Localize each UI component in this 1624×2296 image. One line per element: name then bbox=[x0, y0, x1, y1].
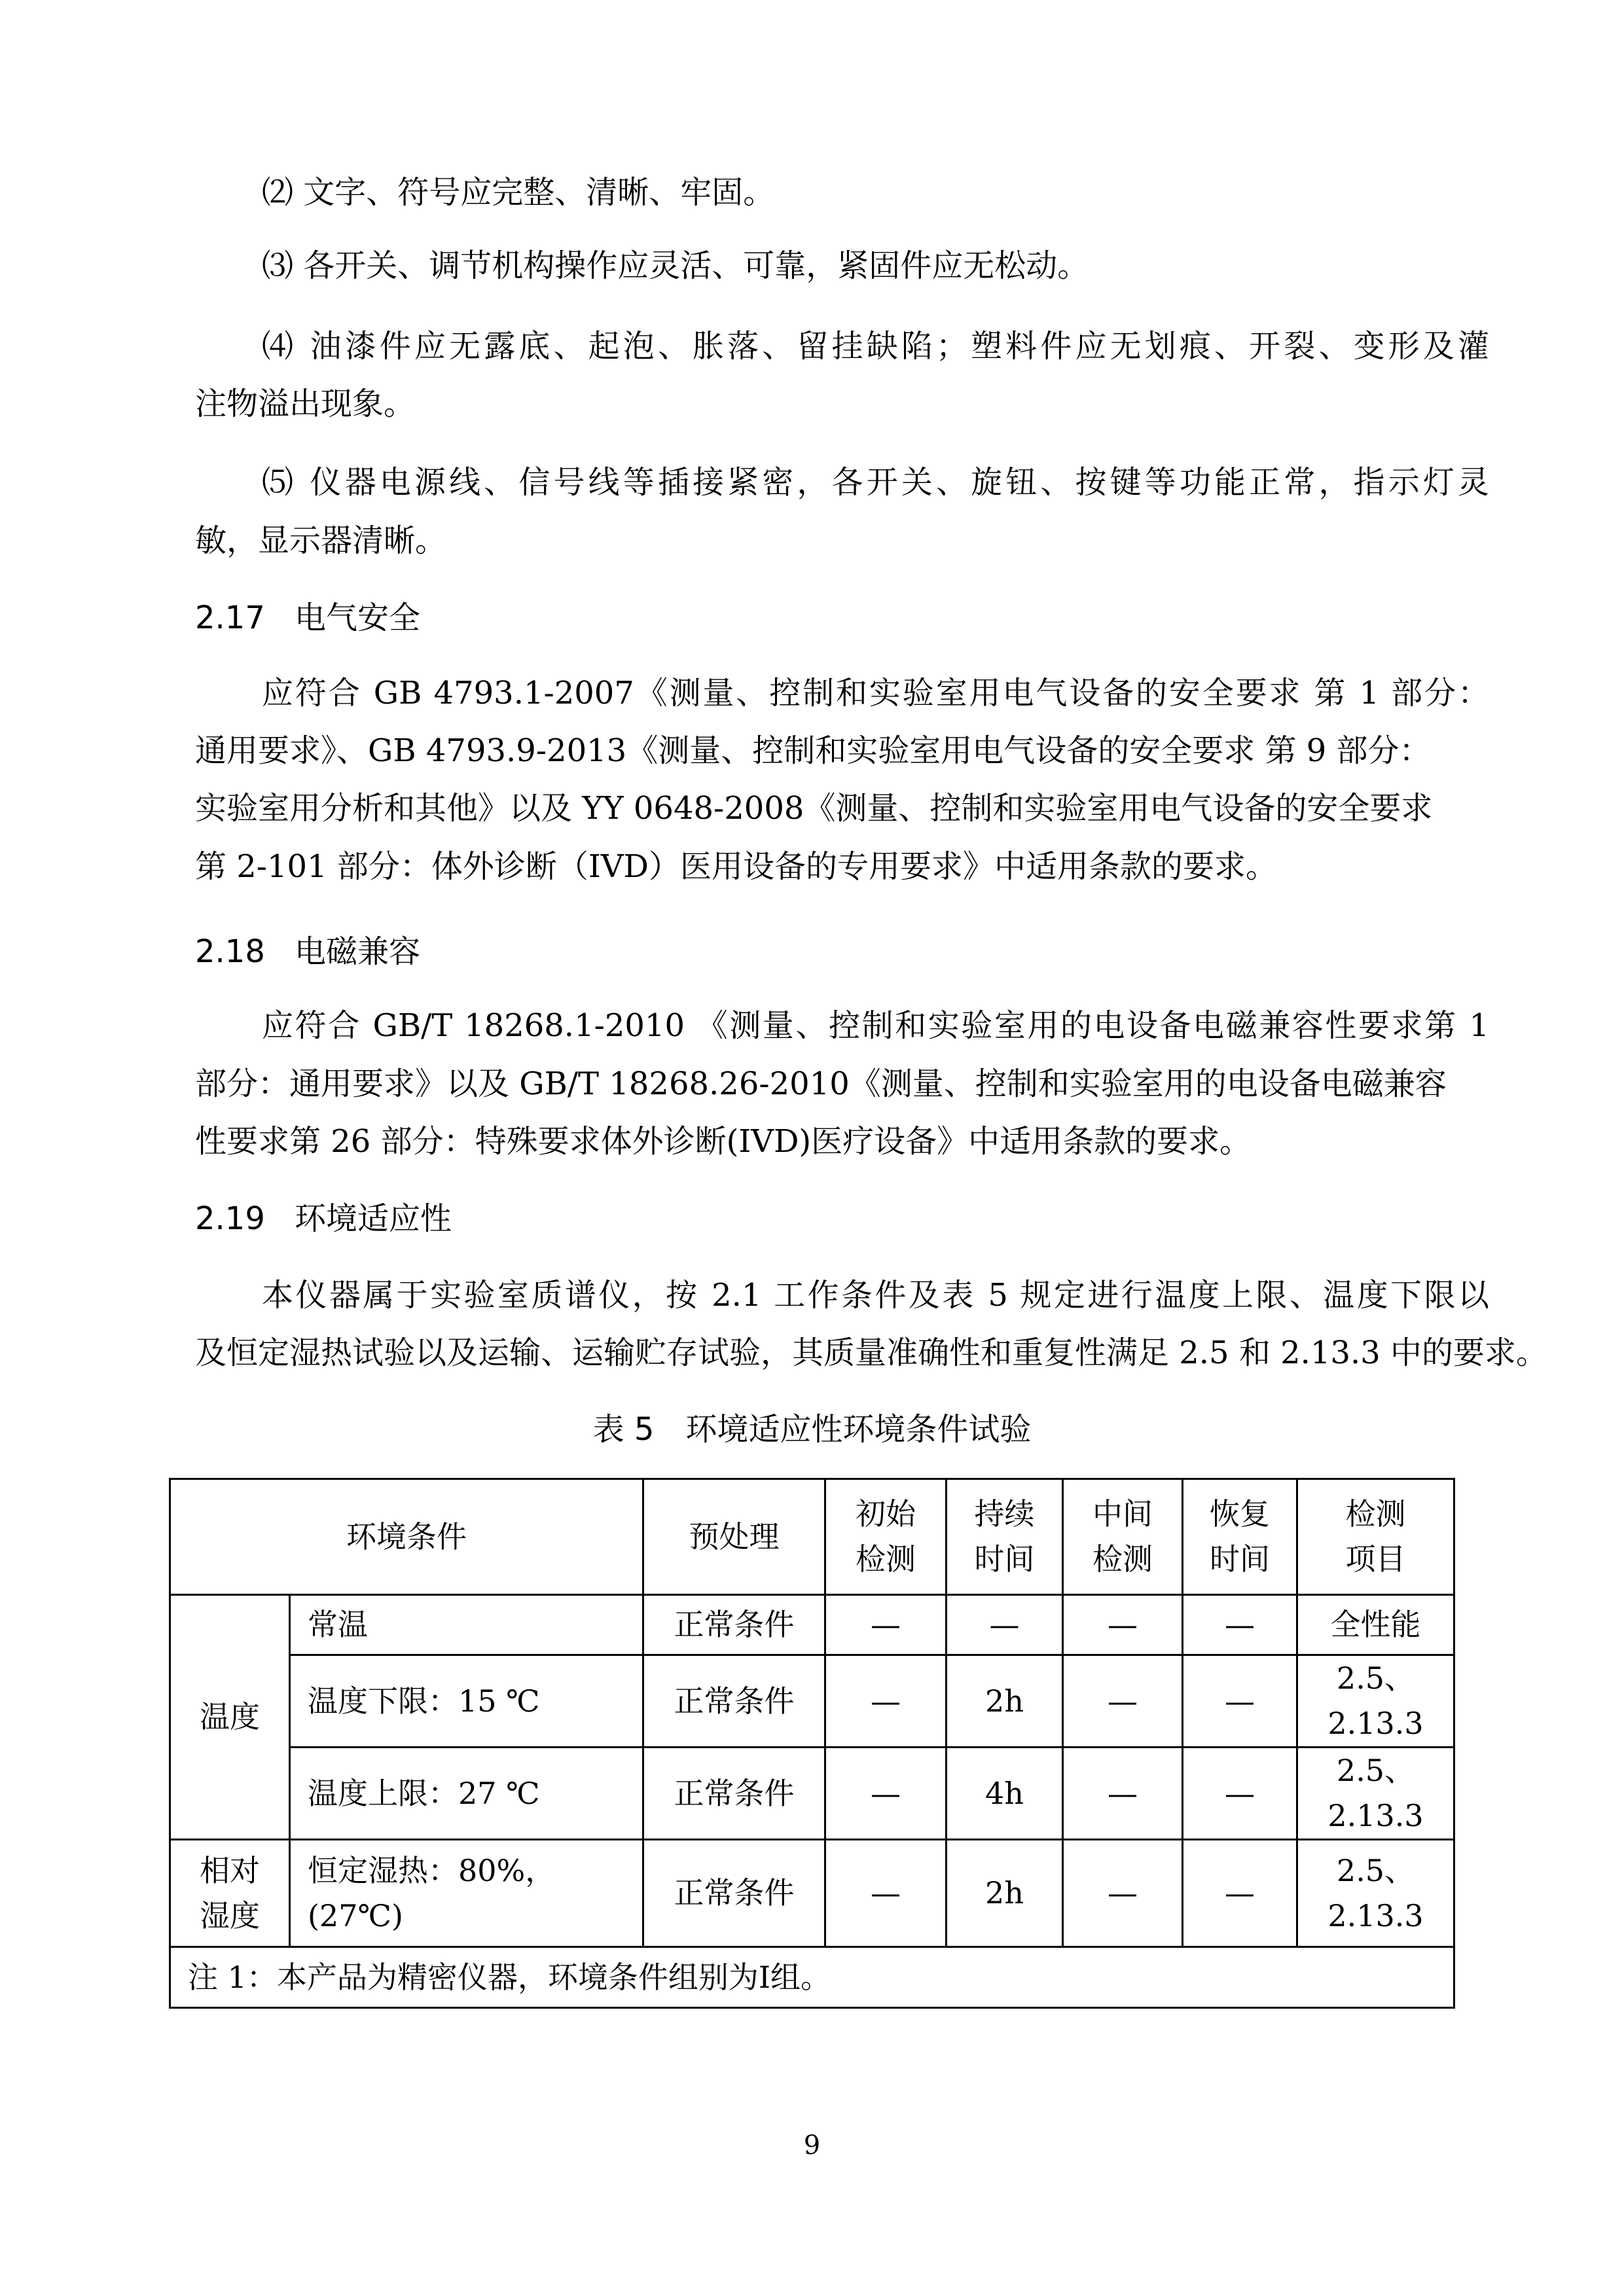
cell-intermediate: — bbox=[1063, 1655, 1183, 1748]
paragraph-line: 通用要求》、GB 4793.9-2013《测量、控制和实验室用电气设备的安全要求 第 9 部分： bbox=[195, 732, 1431, 769]
paragraph-line: 本仪器属于实验室质谱仪，按 2.1 工作条件及表 5 规定进行温度上限、温度下限以 bbox=[262, 1277, 1489, 1314]
cell-recovery: — bbox=[1183, 1748, 1297, 1840]
environment-test-table bbox=[169, 1478, 1455, 2009]
paragraph-line: 应符合 GB 4793.1-2007《测量、控制和实验室用电气设备的安全要求 第 1 部分： bbox=[262, 675, 1489, 711]
cell-intermediate: — bbox=[1063, 1748, 1183, 1840]
table-row bbox=[170, 1655, 1454, 1748]
cell-condition: 常温 bbox=[290, 1595, 643, 1655]
list-item-2: ⑵ 文字、符号应完整、清晰、牢固。 bbox=[262, 174, 775, 211]
header-condition: 环境条件 bbox=[170, 1479, 643, 1595]
cell-recovery: — bbox=[1183, 1595, 1297, 1655]
cell-items: 2.5、2.13.3 bbox=[1297, 1748, 1454, 1840]
cell-initial: — bbox=[825, 1655, 947, 1748]
paragraph-line: 实验室用分析和其他》以及 YY 0648-2008《测量、控制和实验室用电气设备的安全要求 bbox=[195, 790, 1433, 827]
cell-items: 2.5、2.13.3 bbox=[1297, 1655, 1454, 1748]
cell-initial: — bbox=[825, 1595, 947, 1655]
cell-duration: — bbox=[947, 1595, 1063, 1655]
cell-intermediate: — bbox=[1063, 1840, 1183, 1947]
list-item-4: ⑷ 油漆件应无露底、起泡、胀落、留挂缺陷；塑料件应无划痕、开裂、变形及灌 bbox=[262, 328, 1489, 365]
section-number: 2.18 bbox=[195, 933, 265, 970]
section-title: 电磁兼容 bbox=[295, 933, 421, 970]
cell-condition: 恒定湿热：80%，(27℃) bbox=[290, 1840, 643, 1947]
cell-items: 2.5、2.13.3 bbox=[1297, 1840, 1454, 1947]
cell-duration: 4h bbox=[947, 1748, 1063, 1840]
cell-condition: 温度上限：27 ℃ bbox=[290, 1748, 643, 1840]
cell-initial: — bbox=[825, 1840, 947, 1947]
cell-initial: — bbox=[825, 1748, 947, 1840]
cell-duration: 2h bbox=[947, 1655, 1063, 1748]
group-temperature: 温度 bbox=[170, 1595, 290, 1840]
page-number: 9 bbox=[803, 2130, 821, 2161]
section-number: 2.17 bbox=[195, 600, 265, 636]
table-row bbox=[170, 1840, 1454, 1947]
table-header-row bbox=[170, 1479, 1454, 1595]
header-initial-check: 初始 检测 bbox=[825, 1479, 947, 1595]
header-recovery: 恢复 时间 bbox=[1183, 1479, 1297, 1595]
section-title: 环境适应性 bbox=[295, 1200, 452, 1237]
table-caption: 表 5 环境适应性环境条件试验 bbox=[592, 1411, 1032, 1448]
list-item-5-continued: 敏，显示器清晰。 bbox=[195, 522, 447, 559]
cell-pretreatment: 正常条件 bbox=[643, 1840, 825, 1947]
cell-recovery: — bbox=[1183, 1655, 1297, 1748]
list-item-5: ⑸ 仪器电源线、信号线等插接紧密，各开关、旋钮、按键等功能正常，指示灯灵 bbox=[262, 464, 1489, 501]
list-item-3: ⑶ 各开关、调节机构操作应灵活、可靠，紧固件应无松动。 bbox=[262, 247, 1089, 284]
section-title: 电气安全 bbox=[295, 600, 421, 636]
cell-intermediate: — bbox=[1063, 1595, 1183, 1655]
section-heading-2-17 bbox=[195, 602, 420, 634]
header-pretreatment: 预处理 bbox=[643, 1479, 825, 1595]
section-heading-2-18 bbox=[195, 933, 421, 970]
cell-condition: 温度下限：15 ℃ bbox=[290, 1655, 643, 1748]
paragraph-line: 性要求第 26 部分：特殊要求体外诊断(IVD)医疗设备》中适用条款的要求。 bbox=[195, 1123, 1252, 1160]
section-heading-2-19 bbox=[195, 1200, 452, 1237]
table-row bbox=[170, 1748, 1454, 1840]
table-note: 注 1：本产品为精密仪器，环境条件组别为Ⅰ组。 bbox=[170, 1947, 1454, 2008]
cell-duration: 2h bbox=[947, 1840, 1063, 1947]
cell-pretreatment: 正常条件 bbox=[643, 1748, 825, 1840]
cell-pretreatment: 正常条件 bbox=[643, 1595, 825, 1655]
header-duration: 持续 时间 bbox=[947, 1479, 1063, 1595]
cell-recovery: — bbox=[1183, 1840, 1297, 1947]
header-test-items: 检测 项目 bbox=[1297, 1479, 1454, 1595]
paragraph-line: 部分：通用要求》以及 GB/T 18268.26-2010《测量、控制和实验室用的电设备电磁兼容 bbox=[195, 1066, 1447, 1102]
paragraph-line: 第 2-101 部分：体外诊断（IVD）医用设备的专用要求》中适用条款的要求。 bbox=[195, 848, 1278, 885]
section-number: 2.19 bbox=[195, 1200, 265, 1237]
list-item-4-continued: 注物溢出现象。 bbox=[195, 386, 416, 422]
group-humidity: 相对 湿度 bbox=[170, 1840, 290, 1947]
header-intermediate-check: 中间 检测 bbox=[1063, 1479, 1183, 1595]
table-row bbox=[170, 1595, 1454, 1655]
paragraph-line: 应符合 GB/T 18268.1-2010 《测量、控制和实验室用的电设备电磁兼容性要求第 1 bbox=[262, 1007, 1489, 1044]
table-note-row bbox=[170, 1947, 1454, 2008]
cell-items: 全性能 bbox=[1297, 1595, 1454, 1655]
paragraph-line: 及恒定湿热试验以及运输、运输贮存试验，其质量准确性和重复性满足 2.5 和 2.13.3 中的要求。 bbox=[195, 1335, 1548, 1371]
cell-pretreatment: 正常条件 bbox=[643, 1655, 825, 1748]
